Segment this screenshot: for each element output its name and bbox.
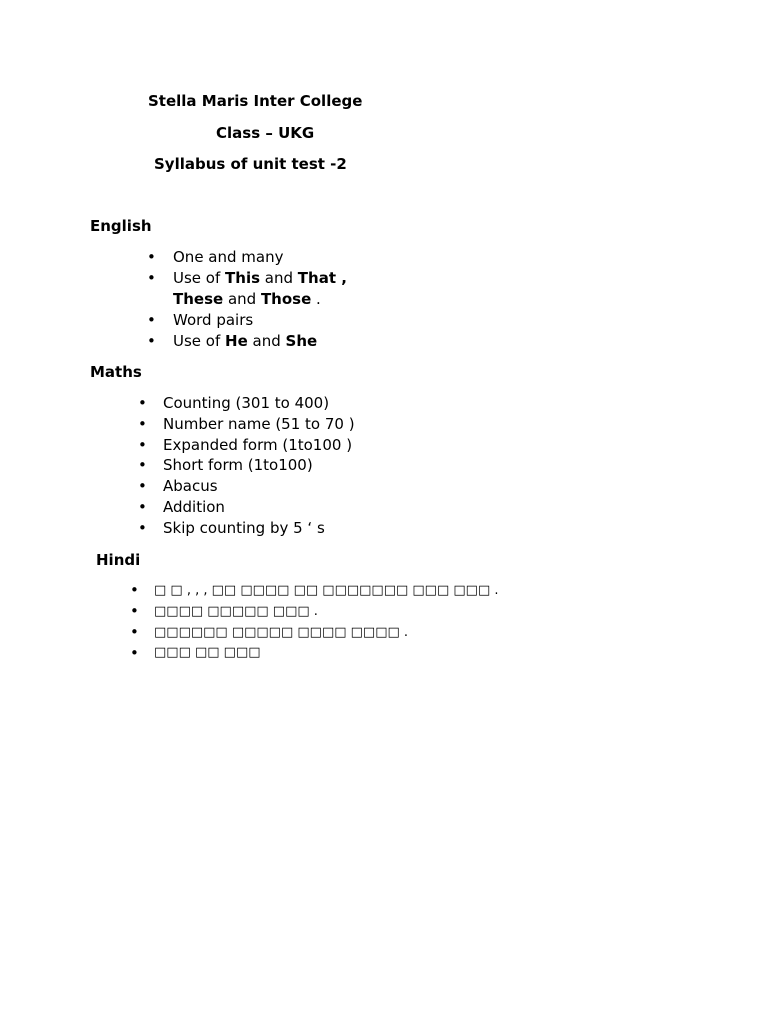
syllabus-title: Syllabus of unit test -2 (154, 155, 347, 173)
class-label: Class – UKG (216, 124, 315, 142)
bullet: • (138, 519, 147, 537)
maths-item: Skip counting by 5 ‘ s (163, 519, 325, 537)
maths-item: Expanded form (1to100 ) (163, 436, 353, 454)
bullet: • (138, 477, 147, 495)
english-item-2-continuation (173, 290, 321, 308)
english-item-2-bold-that: That , (297, 269, 347, 287)
maths-item: Number name (51 to 70 ) (163, 415, 355, 433)
hindi-heading: Hindi (96, 551, 141, 569)
english-item-2-text: Use of (173, 269, 226, 287)
english-item-4 (173, 332, 317, 350)
bullet: • (147, 332, 156, 350)
bullet: • (130, 623, 139, 641)
bullet: • (130, 644, 139, 662)
hindi-item: □□□□□□ □□□□□ □□□□ □□□□ . (154, 625, 409, 640)
bullet: • (130, 581, 139, 599)
bullet: • (138, 415, 147, 433)
bullet: • (138, 394, 147, 412)
english-item-2-text: and (260, 269, 298, 287)
english-item-2 (173, 269, 347, 287)
english-item-1: One and many (173, 248, 284, 266)
bullet: • (130, 602, 139, 620)
english-item-2-bold-these: These (173, 290, 224, 308)
bullet: • (147, 311, 156, 329)
bullet: • (147, 248, 156, 266)
hindi-item: □□□ □□ □□□ (154, 645, 261, 660)
maths-item: Abacus (163, 477, 218, 495)
english-item-4-bold-he: He (225, 332, 248, 350)
maths-item: Counting (301 to 400) (163, 394, 330, 412)
english-item-4-bold-she: She (285, 332, 318, 350)
hindi-item: □ □ , , , □□ □□□□ □□ □□□□□□□ □□□ □□□ . (154, 583, 499, 598)
bullet: • (138, 456, 147, 474)
english-item-3: Word pairs (173, 311, 254, 329)
maths-heading: Maths (90, 363, 142, 381)
english-item-2-text: . (311, 290, 321, 308)
english-item-2-text: and (223, 290, 261, 308)
english-item-4-text: and (247, 332, 286, 350)
maths-item: Addition (163, 498, 225, 516)
hindi-item: □□□□ □□□□□ □□□ . (154, 604, 318, 619)
school-name: Stella Maris Inter College (148, 92, 363, 110)
english-heading: English (90, 217, 152, 235)
english-item-2-bold-this: This (225, 269, 261, 287)
english-item-2-bold-those: Those (260, 290, 312, 308)
english-item-4-text: Use of (173, 332, 226, 350)
bullet: • (138, 436, 147, 454)
bullet: • (138, 498, 147, 516)
maths-item: Short form (1to100) (163, 456, 313, 474)
bullet: • (147, 269, 156, 287)
